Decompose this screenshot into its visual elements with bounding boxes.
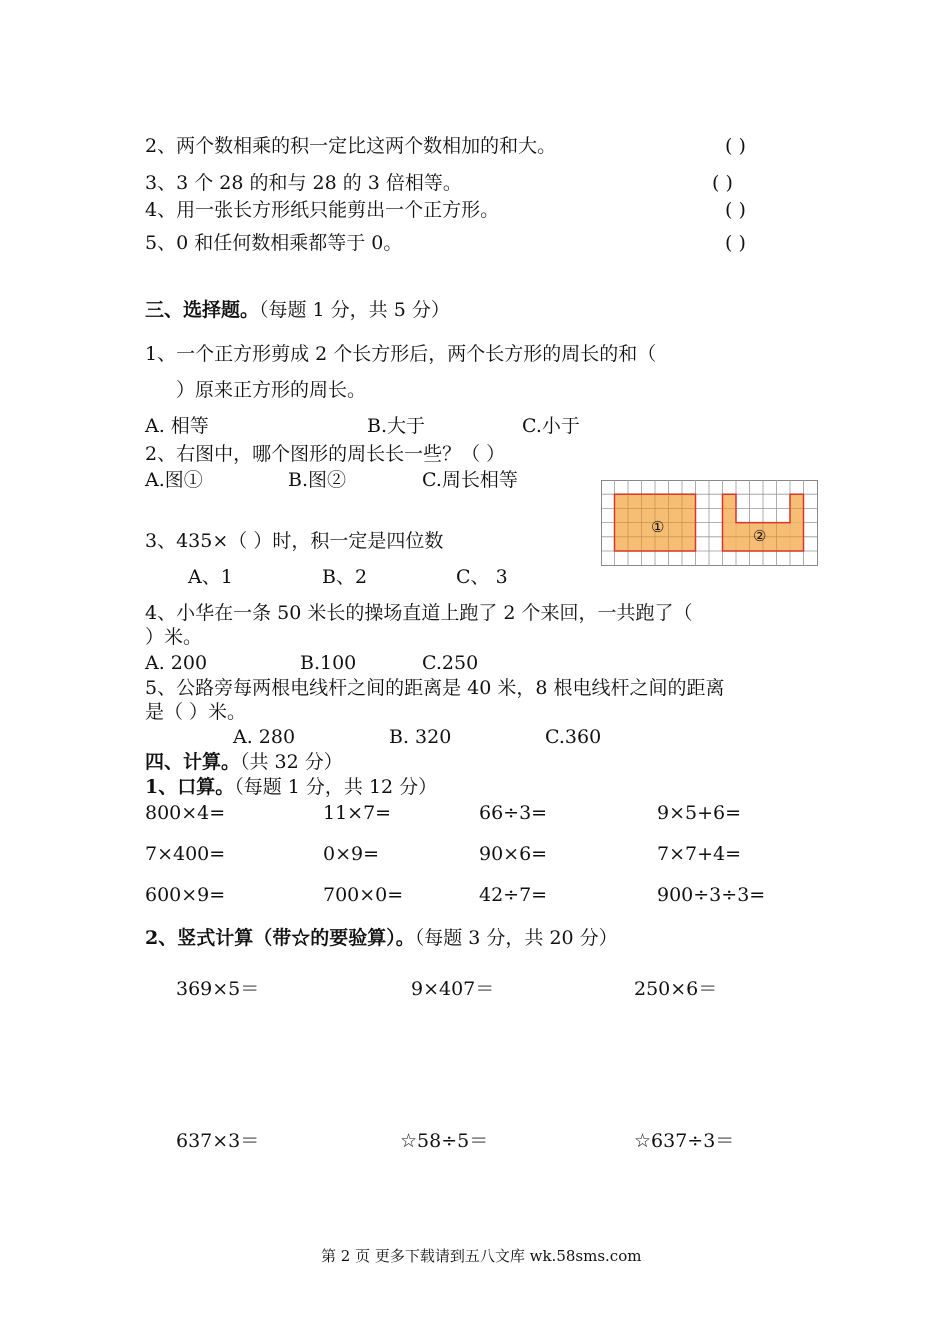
section3-heading xyxy=(145,298,450,322)
vertical-title: 2、竖式计算（带☆的要验算）。 xyxy=(145,927,415,949)
oral-item: 600×9= xyxy=(145,884,226,906)
q4-line2: ）米。 xyxy=(145,626,203,648)
q5-line2: 是（ ）米。 xyxy=(145,701,247,723)
oral-item: 66÷3= xyxy=(479,802,548,824)
q5-opt-b: B. 320 xyxy=(389,726,452,748)
page-footer: 第 2 页 更多下载请到五八文库 wk.58sms.com xyxy=(321,1247,642,1265)
oral-note: （每题 1 分，共 12 分） xyxy=(234,776,438,798)
oral-item: 800×4= xyxy=(145,802,226,824)
q4-opt-c: C.250 xyxy=(422,652,479,674)
vertical-item: 9×407＝ xyxy=(411,978,495,1000)
tf-paren-4[interactable]: ( ) xyxy=(725,199,746,221)
vertical-heading xyxy=(145,926,618,950)
tf-item-5: 5、0 和任何数相乘都等于 0。 xyxy=(145,232,403,254)
q2-opt-c: C.周长相等 xyxy=(422,469,518,491)
vertical-item: 369×5＝ xyxy=(176,978,260,1000)
tf-item-2: 2、两个数相乘的积一定比这两个数相加的和大。 xyxy=(145,135,557,157)
shape-2-label: ② xyxy=(753,527,767,545)
vertical-note: （每题 3 分，共 20 分） xyxy=(414,927,618,949)
q2-opt-b: B.图② xyxy=(288,469,347,491)
oral-heading xyxy=(145,775,437,799)
oral-item: 0×9= xyxy=(323,843,380,865)
tf-paren-2[interactable]: ( ) xyxy=(725,135,746,157)
section4-note: （共 32 分） xyxy=(240,751,343,773)
tf-item-3: 3、3 个 28 的和与 28 的 3 倍相等。 xyxy=(145,172,462,194)
oral-item: 42÷7= xyxy=(479,884,548,906)
q3-text: 3、435×（ ）时，积一定是四位数 xyxy=(145,530,444,552)
q1-line1: 1、一个正方形剪成 2 个长方形后，两个长方形的周长的和（ xyxy=(145,343,657,365)
tf-item-4: 4、用一张长方形纸只能剪出一个正方形。 xyxy=(145,199,500,221)
q2-text: 2、右图中，哪个图形的周长长一些？（ ） xyxy=(145,443,506,465)
q4-opt-a: A. 200 xyxy=(145,652,208,674)
section3-title: 三、选择题。 xyxy=(145,299,260,321)
q1-opt-b: B.大于 xyxy=(367,415,426,437)
oral-title: 1、口算。 xyxy=(145,776,235,798)
q5-opt-a: A. 280 xyxy=(233,726,296,748)
q1-opt-a: A. 相等 xyxy=(145,415,209,437)
oral-item: 900÷3÷3= xyxy=(657,884,766,906)
tf-paren-5[interactable]: ( ) xyxy=(725,232,746,254)
shape-1-label: ① xyxy=(651,518,665,536)
q4-line1: 4、小华在一条 50 米长的操场直道上跑了 2 个来回，一共跑了（ xyxy=(145,602,693,624)
q3-opt-c: C、 3 xyxy=(456,566,508,588)
vertical-item: ☆58÷5＝ xyxy=(400,1130,489,1152)
q1-line2: ）原来正方形的周长。 xyxy=(176,379,367,401)
oral-item: 90×6= xyxy=(479,843,548,865)
q5-opt-c: C.360 xyxy=(545,726,602,748)
vertical-item: 637×3＝ xyxy=(176,1130,260,1152)
q2-opt-a: A.图① xyxy=(145,469,203,491)
q3-opt-b: B、2 xyxy=(322,566,368,588)
section4-heading xyxy=(145,750,343,774)
oral-item: 11×7= xyxy=(323,802,392,824)
oral-item: 9×5+6= xyxy=(657,802,742,824)
q4-opt-b: B.100 xyxy=(300,652,357,674)
perimeter-grid-figure xyxy=(601,480,821,568)
q1-opt-c: C.小于 xyxy=(522,415,580,437)
oral-item: 7×400= xyxy=(145,843,226,865)
vertical-item: ☆637÷3＝ xyxy=(634,1130,735,1152)
oral-item: 700×0= xyxy=(323,884,404,906)
section4-title: 四、计算。 xyxy=(145,751,241,773)
q5-line1: 5、公路旁每两根电线杆之间的距离是 40 米，8 根电线杆之间的距离 xyxy=(145,677,725,699)
tf-paren-3[interactable]: ( ) xyxy=(712,172,733,194)
q3-opt-a: A、1 xyxy=(188,566,233,588)
vertical-item: 250×6＝ xyxy=(634,978,718,1000)
section3-note: （每题 1 分，共 5 分） xyxy=(259,299,450,321)
oral-item: 7×7+4= xyxy=(657,843,742,865)
